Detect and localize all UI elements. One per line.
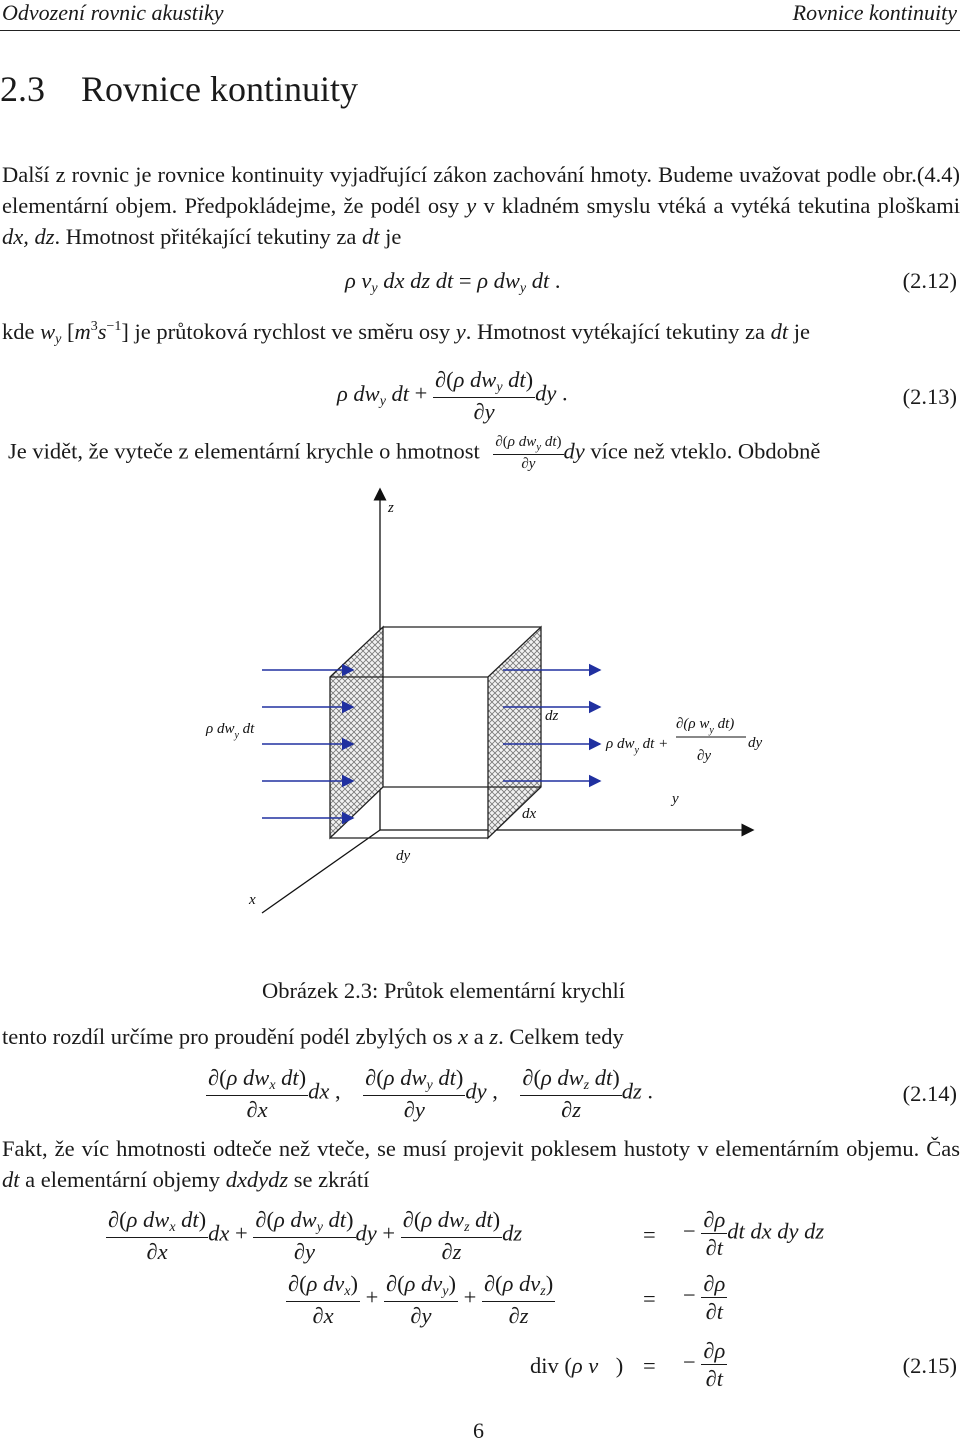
equation-2-13: ρ $dw_y$ dt + $\frac{\partial(\rho dw_y dt)}{\partial y}$ dy .: [337, 367, 568, 424]
running-header-left: Odvození rovnic akustiky: [2, 0, 224, 25]
label-dz: dz: [545, 708, 559, 724]
paragraph-density: Fakt, že víc hmotnosti odteče než vteče, se musí projevit poklesem hustoty v elementárním objemu. Čas dt a elementární objemy dxdydz se zkrátí: [2, 1136, 960, 1192]
label-x: x: [249, 892, 256, 908]
label-outflow-part1: ρ $dw_y$ dt +: [606, 736, 669, 756]
equation-2-15-line1-equals: =: [643, 1222, 656, 1247]
equation-2-15-line1-rhs: − $\frac{\partial\rho}{\partial t}$ dt dx dy dz: [683, 1207, 825, 1260]
label-y: y: [672, 791, 679, 807]
label-outflow-numerator: ∂(ρ $w_y$ dt): [676, 716, 735, 736]
paragraph-other-axes: tento rozdíl určíme pro proudění podél zbylých os x a z. Celkem tedy: [2, 1024, 624, 1049]
equation-2-15-line2-lhs: $\frac{\partial(\rho dv_x)}{\partial x}$ + $\frac{\partial(\rho dv_y)}{\partial y}$ + $\frac{\partial(\rho dv_z)}{\partial z}$: [288, 1271, 554, 1328]
equation-number-2-14: (2.14): [902, 1081, 957, 1106]
page-number: 6: [473, 1418, 484, 1443]
equation-2-12: ρ $v_y$ dx dz dt = ρ $dw_y$ dt .: [345, 268, 561, 296]
inflow-face: [330, 627, 383, 838]
figure-caption: Obrázek 2.3: Průtok elementární krychlí: [262, 978, 626, 1003]
equation-2-15-line2-equals: =: [643, 1286, 656, 1311]
label-dx: dx: [522, 806, 537, 822]
paragraph-flow-speed: kde $w_y$ $[m^3s^{-1}]$ je průtoková rychlost ve směru osy y. Hmotnost vytékající tekutiny za dt je: [2, 319, 811, 347]
paragraph-intro: Další z rovnic je rovnice kontinuity vyjadřující zákon zachování hmoty. Budeme uvažovat podle obr.(4.4) elementární objem. Předpokládejme, že podél osy y v kladném smyslu vtéká a vytéká tekutina ploškami dx, dz. Hmotnost přitékající tekutiny za dt je: [2, 162, 960, 249]
equation-2-15-line3-rhs: − $\frac{\partial\rho}{\partial t}$: [683, 1338, 726, 1391]
label-z: z: [388, 500, 394, 516]
section-title: Rovnice kontinuity: [81, 69, 358, 109]
cube-flow-figure: [0, 480, 960, 950]
label-outflow-denominator: ∂y: [697, 748, 712, 764]
x-axis: [262, 830, 380, 913]
equation-2-15-line3-lhs: div (ρ v⃗): [530, 1353, 624, 1378]
equation-number-2-12: (2.12): [902, 268, 957, 293]
equation-2-15-line1-lhs: $\frac{\partial(\rho dw_x dt)}{\partial x}$ dx + $\frac{\partial(\rho dw_y dt)}{\partial y}$ dy + $\frac{\partial(\rho dw_z dt)}{\partial z}$ dz: [108, 1207, 523, 1264]
label-inflow: ρ $dw_y$ dt: [206, 721, 255, 741]
equation-2-14: $\frac{\partial(\rho dw_x dt)}{\partial x}$ dx , $\frac{\partial(\rho dw_y dt)}{\partial y}$ dy , $\frac{\partial(\rho dw_z dt)}{\partial z}$ dz .: [208, 1065, 654, 1122]
equation-2-15-line2-rhs: − $\frac{\partial\rho}{\partial t}$: [683, 1271, 726, 1324]
section-heading: [0, 68, 358, 110]
running-header-right: Rovnice kontinuity: [792, 0, 957, 25]
equation-2-15-line3-equals: =: [643, 1353, 656, 1378]
label-dy: dy: [396, 848, 411, 864]
equation-number-2-13: (2.13): [902, 384, 957, 409]
header-rule: [0, 30, 960, 31]
equation-number-2-15: (2.15): [902, 1353, 957, 1378]
section-number: 2.3: [0, 69, 45, 109]
label-outflow-dy: dy: [748, 735, 763, 751]
paragraph-outflow: Je vidět, že vyteče z elementární krychle o hmotnost $\frac{\partial(\rho dw_y dt)}{\partial y}$ dy více než vteklo. Obdobně: [8, 434, 821, 473]
